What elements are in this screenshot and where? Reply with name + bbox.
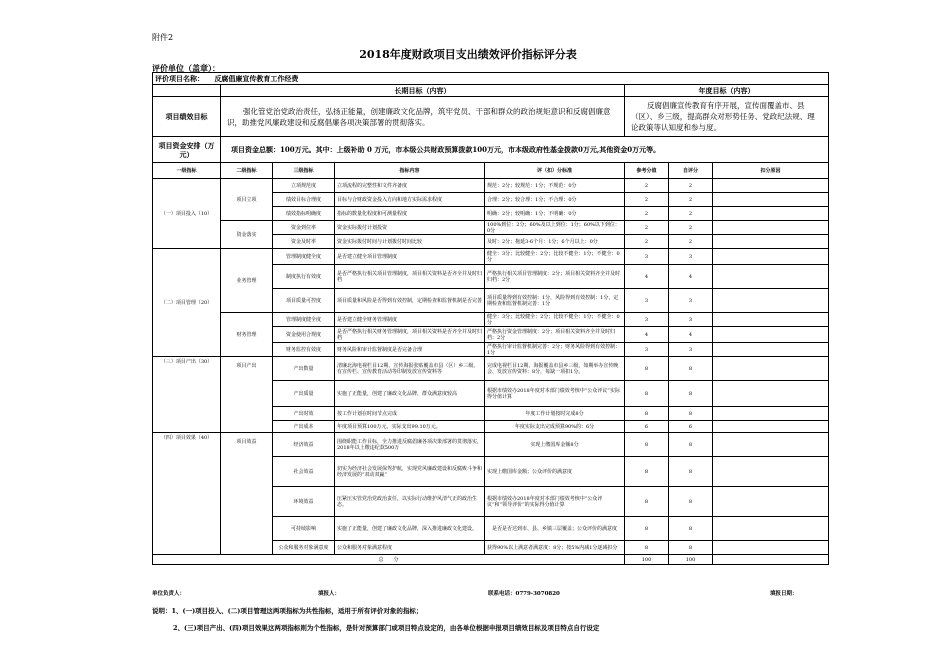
- deduct-reason: [713, 221, 829, 235]
- long-term-goal-header: 长期目标（内容）: [221, 85, 625, 97]
- level3-cell: 产出数量: [273, 357, 335, 381]
- level3-cell: 社会效益: [273, 457, 335, 487]
- deduct-reason: [713, 193, 829, 207]
- level3-cell: 产出成本: [273, 421, 335, 433]
- level1-cell: （一）项目投入（10）: [153, 179, 221, 249]
- ref-score: 8: [625, 541, 669, 555]
- self-score: 8: [669, 381, 713, 407]
- table-row: [153, 313, 829, 327]
- total-self-score: 100: [669, 555, 713, 565]
- ref-score: 8: [625, 357, 669, 381]
- ref-score: 6: [625, 421, 669, 433]
- note-line-2: 2、(三)项目产出、(四)项目效果这两项指标则为个性指标，是针对预算部门或项目特点设定的，由各单位根据申报项目绩效目标及项目特点自行设定: [173, 624, 600, 632]
- project-name: 反腐倡廉宣传教育工作经费: [214, 74, 299, 83]
- criteria-cell: 年度实际支出完成预算90%的：6分: [485, 421, 625, 433]
- ref-score: 4: [625, 265, 669, 289]
- content-cell: 是否严格执行相关财务管理制度，项目相关资料是否齐全并及时归档: [335, 327, 485, 343]
- self-score: 8: [669, 541, 713, 555]
- content-cell: 公众和服务对象满意程度: [335, 541, 485, 555]
- content-cell: 是否建立健全财务管理制度: [335, 313, 485, 327]
- ref-score: 2: [625, 207, 669, 221]
- self-score: 3: [669, 313, 713, 327]
- self-score: 8: [669, 357, 713, 381]
- content-cell: 财务风险和审计监督制度是否完备合理: [335, 343, 485, 357]
- fund-row: [153, 137, 829, 163]
- self-score: 8: [669, 407, 713, 421]
- criteria-cell: 实现上缴国库金额8分: [485, 433, 625, 457]
- criteria-cell: 根据市绩效办2018年度对本部门绩效考核中“公众评议”实际得分值计算: [485, 381, 625, 407]
- table-row: [153, 433, 829, 457]
- ref-score: 2: [625, 235, 669, 249]
- column-header: 自评分: [669, 163, 713, 179]
- level3-cell: 管理制度健全度: [273, 313, 335, 327]
- level2-cell: 项目立项: [221, 179, 273, 221]
- ref-score: 3: [625, 289, 669, 313]
- ref-score: 8: [625, 381, 669, 407]
- ref-score: 2: [625, 193, 669, 207]
- level3-cell: 环境效益: [273, 487, 335, 517]
- project-name-label: 评价项目名称：: [155, 74, 204, 83]
- annual-goal-header: 年度目标（内容）: [625, 85, 829, 97]
- self-score: 2: [669, 207, 713, 221]
- note-line-1: 说明：1、(一)项目投入、(二)项目管理这两项指标为共性指标，适用于所有评价对象的指标；: [152, 607, 423, 615]
- criteria-cell: 年度工作计划按时完成8分: [485, 407, 625, 421]
- criteria-cell: 明确：2分；较明确：1分；不明确：0分: [485, 207, 625, 221]
- project-name-row: [153, 73, 829, 85]
- fund-text: 项目资金总额：100万元。其中：上级补助 0 万元，市本级公共财政预算拨款100万元，市本级政府性基金拨款0万元,其他资金0万元等。: [221, 137, 829, 163]
- level3-cell: 管理制度健全度: [273, 249, 335, 265]
- criteria-cell: 是否是否达到市、县、乡镇三层覆盖；公众评价的满意度: [485, 517, 625, 541]
- content-cell: 是否严格执行相关项目管理制度，项目相关资料是否齐全并及时归档: [335, 265, 485, 289]
- ref-score: 2: [625, 221, 669, 235]
- unit-leader-label: 单位负责人：: [152, 591, 186, 597]
- ref-score: 8: [625, 517, 669, 541]
- content-cell: 切实为经济社会发展保驾护航，实现党风廉政建设和反腐败斗争和经济发展的“双动双赢”: [335, 457, 485, 487]
- level3-cell: 产出时效: [273, 407, 335, 421]
- level3-cell: 项目质量可控度: [273, 289, 335, 313]
- column-header: 三级指标: [273, 163, 335, 179]
- self-score: 3: [669, 289, 713, 313]
- level3-cell: 资金使用合规度: [273, 327, 335, 343]
- level3-cell: 可持续影响: [273, 517, 335, 541]
- deduct-reason: [713, 457, 829, 487]
- content-cell: 年度项目预算100万元，实际支出99.10万元。: [335, 421, 485, 433]
- column-header: 二级指标: [221, 163, 273, 179]
- level1-cell: （三）项目产出（30）: [153, 357, 221, 433]
- table-row: [153, 357, 829, 381]
- criteria-cell: 规范：2分；较规范：1分；不规范：0分: [485, 179, 625, 193]
- column-header: 扣分原因: [713, 163, 829, 179]
- content-cell: 围绕职能工作目标，全力推进反腐倡廉各项决策部署的贯彻落实，2018年以上缴违纪款500万: [335, 433, 485, 457]
- content-cell: 项目质量和风险是否得到有效控制，定期检查和监督机制是否完善: [335, 289, 485, 313]
- evaluation-table: [152, 72, 829, 565]
- self-score: 8: [669, 457, 713, 487]
- column-header: 评（扣）分标准: [485, 163, 625, 179]
- table-row: [153, 221, 829, 235]
- criteria-cell: 及时：2分；拖延3-6个月：1分；6个月以上：0分: [485, 235, 625, 249]
- deduct-reason: [713, 541, 829, 555]
- goal-row: [153, 97, 829, 137]
- level1-cell: （二）项目管理（20）: [153, 249, 221, 357]
- deduct-reason: [713, 313, 829, 327]
- content-cell: 是否建立健全项目管理制度: [335, 249, 485, 265]
- criteria-cell: 健全：3分；比较健全：2分；比较不健全：1分；不健全：0分: [485, 313, 625, 327]
- column-header-row: [153, 163, 829, 179]
- deduct-reason: [713, 265, 829, 289]
- deduct-reason: [713, 235, 829, 249]
- ref-score: 8: [625, 487, 669, 517]
- ref-score: 3: [625, 313, 669, 327]
- level3-cell: 资金及时率: [273, 235, 335, 249]
- level3-cell: 制度执行有效度: [273, 265, 335, 289]
- criteria-cell: 100%到位：2分；60%及以上到位：1分；60%以下到位：0分: [485, 221, 625, 235]
- deduct-reason: [713, 357, 829, 381]
- self-score: 4: [669, 327, 713, 343]
- ref-score: 8: [625, 433, 669, 457]
- deduct-reason: [713, 343, 829, 357]
- criteria-cell: 根据市绩效办2018年度对本部门绩效考核中“公众评议”和“领导评价”的实际得分值计算: [485, 487, 625, 517]
- self-score: 4: [669, 265, 713, 289]
- content-cell: 指标的数量化程度和可测量程度: [335, 207, 485, 221]
- level2-cell: 资金落实: [221, 221, 273, 249]
- level3-cell: 立项规范度: [273, 179, 335, 193]
- goal-header-row: [153, 85, 829, 97]
- deduct-reason: [713, 179, 829, 193]
- level3-cell: 资金到位率: [273, 221, 335, 235]
- table-row: [153, 249, 829, 265]
- level3-cell: 产出质量: [273, 381, 335, 407]
- criteria-cell: 健全：3分；比较健全：2分；比较不健全：1分；不健全：0分: [485, 249, 625, 265]
- self-score: 2: [669, 193, 713, 207]
- deduct-reason: [713, 289, 829, 313]
- total-label: 总 分: [153, 555, 625, 565]
- self-score: 8: [669, 487, 713, 517]
- ref-score: 8: [625, 407, 669, 421]
- criteria-cell: 严格执行资金管理制度：2分；项目相关资料齐全并及时归档：2分: [485, 327, 625, 343]
- self-score: 6: [669, 421, 713, 433]
- content-cell: 实施了正能量，创建了廉政文化品牌，群众满意度较高: [335, 381, 485, 407]
- criteria-cell: 合理：2分；较合理：1分；不合理：0分: [485, 193, 625, 207]
- content-cell: 资金实际拨付计划投资: [335, 221, 485, 235]
- level3-cell: 经济效益: [273, 433, 335, 457]
- criteria-cell: 获得90%以上满意者满意度：8分；按5%内减1分逐减扣分: [485, 541, 625, 555]
- self-score: 8: [669, 433, 713, 457]
- deduct-reason: [713, 327, 829, 343]
- criteria-cell: 完成电视栏目12期，海报覆盖市县乡三级，如期举办宣传晚会、发放宣传资料：8分，每缺一项扣1分。: [485, 357, 625, 381]
- column-header: 指标内容: [335, 163, 485, 179]
- column-header: 一级指标: [153, 163, 221, 179]
- criteria-cell: 实现上缴国库金额；公众评价的满意度: [485, 457, 625, 487]
- level3-cell: 财务监控有效度: [273, 343, 335, 357]
- deduct-reason: [713, 433, 829, 457]
- page-title: 2018年度财政项目支出绩效评价指标评分表: [359, 48, 577, 61]
- ref-score: 2: [625, 179, 669, 193]
- eval-unit-label: 评价单位（盖章）：: [152, 63, 220, 73]
- self-score: 8: [669, 517, 713, 541]
- deduct-reason: [713, 517, 829, 541]
- annual-goal: 反腐倡廉宣传教育有序开展，宣传面覆盖市、县（区）、乡三级，提高群众对形势任务、党政纪法规、理论政策等认知度和参与度。: [625, 97, 829, 137]
- level2-cell: 项目产出: [221, 357, 273, 433]
- fund-label: 项目资金安排（万元）: [153, 137, 221, 163]
- self-score: 2: [669, 235, 713, 249]
- deduct-reason: [713, 407, 829, 421]
- self-score: 3: [669, 249, 713, 265]
- self-score: 2: [669, 179, 713, 193]
- deduct-reason: [713, 249, 829, 265]
- ref-score: 4: [625, 327, 669, 343]
- level3-cell: 绩效目标合理度: [273, 193, 335, 207]
- criteria-cell: 严格执行相关项目管理制度：2分；项目相关资料齐全并及时归档：2分: [485, 265, 625, 289]
- self-score: 3: [669, 343, 713, 357]
- total-ref-score: 100: [625, 555, 669, 565]
- ref-score: 8: [625, 457, 669, 487]
- criteria-cell: 项目质量得到有效控制：1分，风险得到有效控制：1分，定期检查和监督机制完善：1分: [485, 289, 625, 313]
- content-cell: 按工作计划在时间节点完成: [335, 407, 485, 421]
- level2-cell: 财务管理: [221, 313, 273, 357]
- self-score: 2: [669, 221, 713, 235]
- phone-label: 联系电话：0779-3070820: [488, 591, 560, 597]
- content-cell: 压紧压实管党治党政治责任，以实际行动维护风清气正的政治生态。: [335, 487, 485, 517]
- criteria-cell: 严格执行审计监督机制完善：2分；财务风险得到有效控制：1分: [485, 343, 625, 357]
- level2-cell: 业务管理: [221, 249, 273, 313]
- content-cell: 目标与合财政资金投入方向和地方实际需求程度: [335, 193, 485, 207]
- content-cell: 实施了正能量，创建了廉政文化品牌，深入推进廉政文化建设。: [335, 517, 485, 541]
- column-header: 参考分值: [625, 163, 669, 179]
- level2-cell: 项目效益: [221, 433, 273, 555]
- deduct-reason: [713, 421, 829, 433]
- total-row: [153, 555, 829, 565]
- ref-score: 3: [625, 343, 669, 357]
- ref-score: 3: [625, 249, 669, 265]
- content-cell: 资金实际拨付时间与计划拨付时间比较: [335, 235, 485, 249]
- date-label: 填报日期：: [770, 591, 798, 597]
- table-row: [153, 179, 829, 193]
- deduct-reason: [713, 381, 829, 407]
- long-term-goal: 强化管党治党政治责任，弘扬正能量，创建廉政文化品牌，筑牢党员、干部和群众的政治规矩意识和反腐倡廉意识，助推党风廉政建设和反腐倡廉各项决策部署的贯彻落实。: [221, 97, 625, 137]
- attachment-label: 附件2: [152, 33, 174, 42]
- goal-label: 项目绩效目标: [153, 97, 221, 137]
- deduct-reason: [713, 487, 829, 517]
- content-cell: 立项流程的完整性和文件齐备度: [335, 179, 485, 193]
- level1-cell: （四）项目效果（40）: [153, 433, 221, 555]
- filler-label: 填报人：: [318, 591, 341, 597]
- level3-cell: 绩效指标明确度: [273, 207, 335, 221]
- content-cell: 清廉北海电视栏目12期、宣传海报张贴覆盖市县（区）乡三级、有宣传栏、宣传教育活动等印制发放宣传资料等: [335, 357, 485, 381]
- deduct-reason: [713, 207, 829, 221]
- level3-cell: 公众和服务对象满意度: [273, 541, 335, 555]
